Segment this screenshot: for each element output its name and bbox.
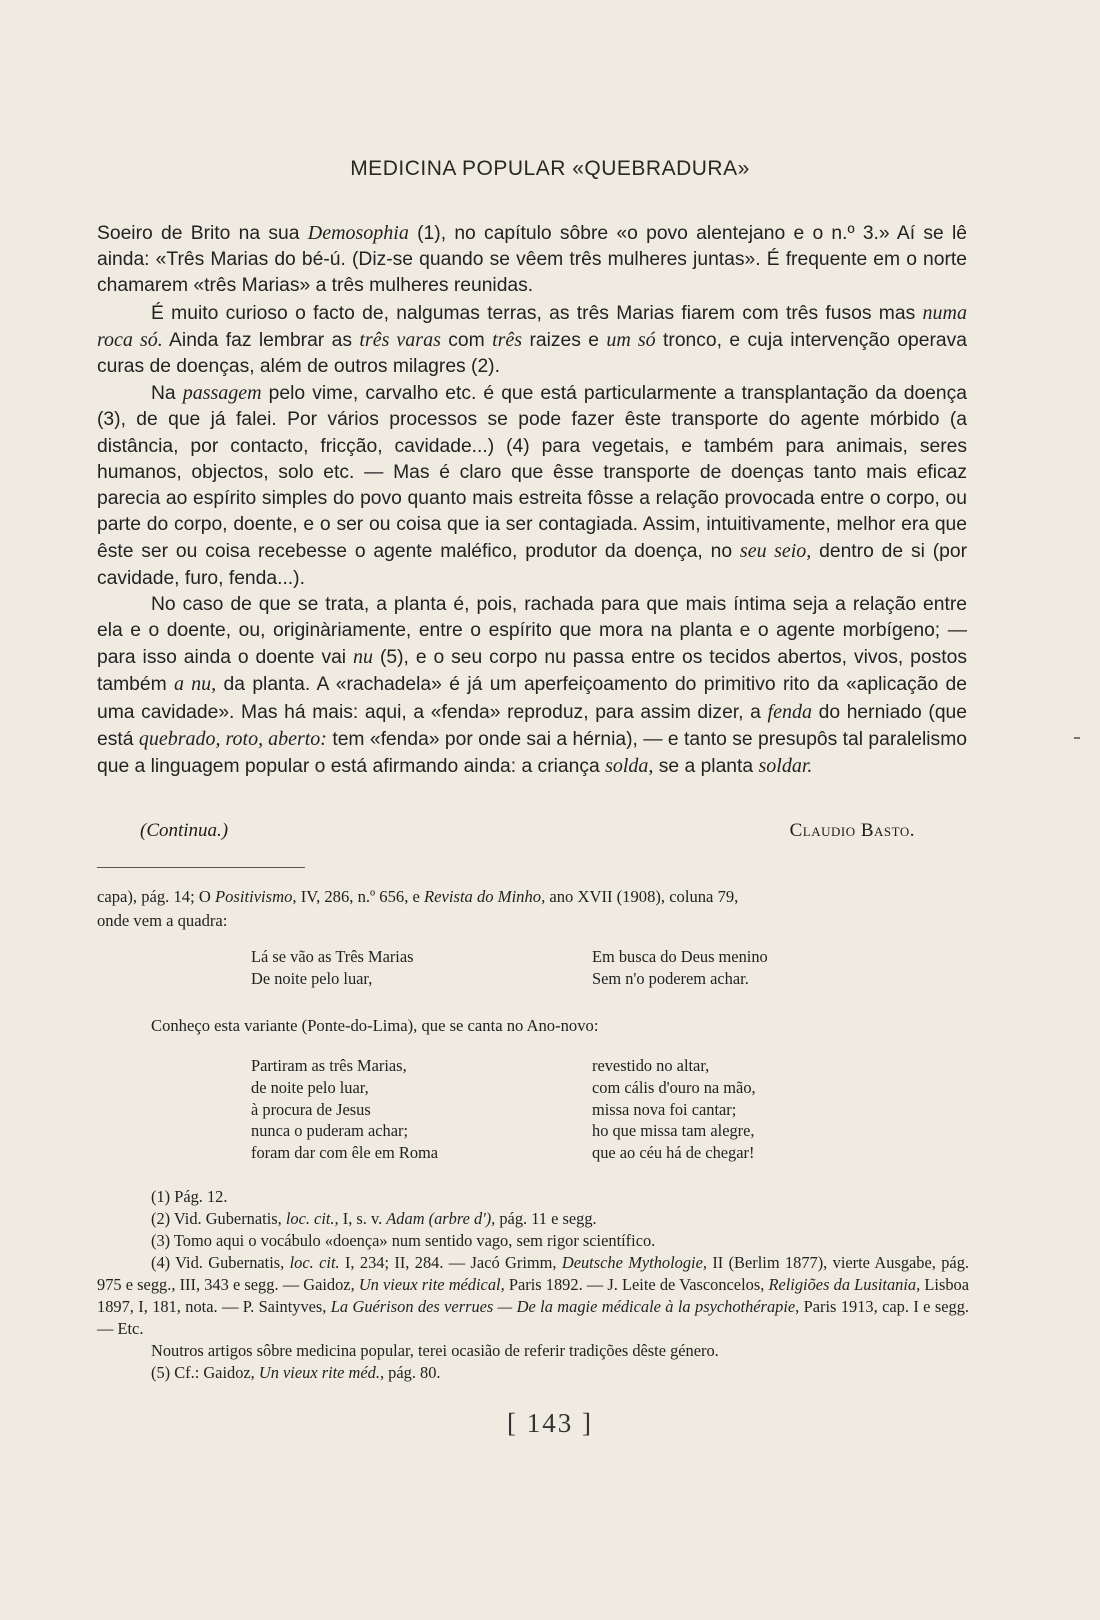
paragraph-2 (97, 300, 967, 381)
text-run: tem «fenda» por onde sai a hérnia), — e tanto se presupôs tal paralelismo que a linguagem popular o está afirmando ainda: a criança (97, 728, 967, 778)
text-run: Na (151, 383, 183, 405)
text-run: É muito curioso o facto de, nalgumas terras, as três Marias fiarem com três fusos mas (151, 302, 923, 324)
paragraph-1 (97, 220, 967, 300)
text-run: (1), no capítulo sôbre «o povo alentejano e o n.º 3.» Aí se lê ainda: «Três Marias do bé-ú. (Diz-se quando se vêem três mulheres juntas». É frequente em o norte chamarem «três Marias» a três mulheres reunidas. (97, 223, 967, 297)
italic-run: passagem (182, 382, 262, 405)
author-name: Claudio Basto. (789, 820, 915, 841)
text-run: se a planta (653, 756, 759, 778)
text-run: Lisboa 1897, I, 181, nota. — P. Saintyves, (97, 1275, 969, 1316)
text-run: pág. 11 e segg. (495, 1209, 597, 1228)
verse-line: ho que missa tam alegre, (592, 1121, 755, 1141)
footnote-4 (97, 1252, 969, 1340)
continued-line-1 (97, 886, 969, 908)
text-run: Soeiro de Brito na sua (97, 223, 308, 244)
text-run: (4) Vid. Gubernatis, (151, 1253, 290, 1272)
italic-run: três (492, 328, 523, 351)
italic-run: quebrado, roto, aberto: (138, 727, 327, 750)
text-run: ano XVII (1908), coluna 79, (545, 887, 739, 906)
verse-line: Lá se vão as Três Marias (251, 947, 414, 966)
verse-line: que ao céu há de chegar! (592, 1143, 755, 1163)
text-run: IV, 286, n.º 656, e (296, 887, 425, 906)
italic-run: numa roca só. (97, 301, 967, 351)
italic-run: Deutsche Mythologie, (561, 1253, 707, 1272)
footnote-rule (97, 867, 305, 868)
verse-line: à procura de Jesus (251, 1099, 371, 1119)
italic-run: Un vieux rite médical, (358, 1275, 505, 1294)
verse-line: Partiram as três Marias, (251, 1056, 407, 1075)
footnote-2 (97, 1208, 969, 1230)
text-run: dentro de si (por cavidade, furo, fenda...). (97, 541, 967, 589)
italic-run: Religiões da Lusitania, (768, 1275, 921, 1294)
italic-run: Demosophia (307, 222, 409, 244)
italic-run: Adam (arbre d'), (386, 1209, 496, 1228)
italic-run: a nu, (174, 673, 217, 696)
text-run: tronco, e cuja intervenção operava curas de doenças, além de outros milagres (2). (97, 329, 967, 378)
page-number: [ 143 ] (507, 1408, 593, 1438)
text-run: pág. 80. (384, 1363, 441, 1382)
italic-run: Positivismo, (214, 887, 297, 906)
verse-line: missa nova foi cantar; (592, 1099, 737, 1119)
quadra-right-column (592, 946, 768, 990)
text-run: raizes e (522, 329, 607, 351)
italic-run: fenda (767, 700, 812, 723)
variant-left-column (251, 1055, 438, 1164)
text-run: I, s. v. (338, 1209, 387, 1228)
footnote-3: (3) Tomo aqui o vocábulo «doença» num sentido vago, sem rigor scientífico. (151, 1231, 656, 1250)
verse-line: revestido no altar, (592, 1056, 710, 1075)
verse-line: Em busca do Deus menino (592, 947, 768, 966)
italic-run: seu seio, (739, 540, 812, 563)
paragraph-4 (97, 592, 967, 780)
text-run: No caso de que se trata, a planta é, pois, rachada para que mais íntima seja a relação entre ela e o doente, ou, originàriamente, entre o espírito que mora na planta e o agente morbígeno; — para isso ainda o doente vai (97, 593, 967, 669)
footnote-4-continued: Noutros artigos sôbre medicina popular, terei ocasião de referir tradições dêste género. (151, 1341, 719, 1360)
footnote-5 (97, 1362, 969, 1384)
text-run: I, 234; II, 284. — Jacó Grimm, (339, 1253, 562, 1272)
article-body (97, 220, 967, 780)
text-run: II (Berlim 1877), vierte Ausgabe, pág. 975 e segg., III, 343 e segg. — Gaidoz, (97, 1253, 969, 1294)
continued-line-2: onde vem a quadra: (97, 911, 228, 930)
italic-run: La Guérison des verrues — De la magie médicale à la psychothérapie, (330, 1297, 800, 1316)
variant-right-column (592, 1055, 756, 1164)
continued-note: (Continua.) (140, 820, 229, 841)
text-run: (5), e o seu corpo nu passa entre os tecidos abertos, vivos, postos também (97, 647, 967, 696)
text-run: com (440, 329, 493, 351)
text-run: (2) Vid. Gubernatis, (151, 1209, 286, 1228)
variant-intro: Conheço esta variante (Ponte-do-Lima), que se canta no Ano-novo: (151, 1016, 599, 1035)
quadra-left-column (251, 946, 414, 990)
verse-line: Sem n'o poderem achar. (592, 968, 749, 988)
text-run: Paris 1892. — J. Leite de Vasconcelos, (504, 1275, 769, 1294)
text-run: pelo vime, carvalho etc. é que está particularmente a transplantação da doença (3), de que já falei. Por vários processos se pode fazer êste transporte do agente mórbido (a distância, por contacto, fricção, cavidade...) (4) para vegetais, e também para animais, seres humanos, objectos, solo etc. — Mas é claro que êsse transporte de doenças tanto mais eficaz parecia ao espírito simples do povo quanto mais estreita fôsse a relação provocada entre o corpo, ou parte do corpo, doente, e o ser ou coisa que ia ser contagiada. Assim, intuitivamente, melhor era que êste ser ou coisa recebesse o agente maléfico, produtor da doença, no (97, 383, 967, 563)
italic-run: Un vieux rite méd., (258, 1363, 385, 1382)
text-run: Paris 1913, cap. I e segg. — Etc. (97, 1297, 969, 1338)
text-run: capa), pág. 14; O (97, 887, 215, 906)
italic-run: Revista do Minho, (424, 887, 546, 906)
text-run: da planta. A «rachadela» é já um aperfeiçoamento do primitivo rito da «aplicação de uma cavidade». Mas há mais: aqui, a «fenda» reproduz, para assim dizer, a (97, 674, 968, 723)
text-run: Ainda faz lembrar as (162, 329, 360, 351)
verse-line: foram dar com êle em Roma (251, 1143, 439, 1163)
signature-row (140, 820, 915, 848)
text-run: do herniado (que está (97, 701, 967, 750)
italic-run: três varas (359, 328, 441, 351)
verse-line: nunca o puderam achar; (251, 1121, 408, 1141)
margin-mark (1074, 737, 1080, 739)
footnote-1: (1) Pág. 12. (151, 1187, 228, 1206)
running-head: MEDICINA POPULAR «QUEBRADURA» (350, 157, 750, 180)
italic-run: um só (606, 328, 656, 351)
italic-run: loc. cit. (289, 1253, 340, 1272)
verse-line: com cális d'ouro na mão, (592, 1077, 756, 1097)
footnotes (97, 1186, 969, 1384)
italic-run: nu (353, 646, 374, 669)
verse-line: De noite pelo luar, (251, 968, 373, 988)
paragraph-3 (97, 380, 967, 592)
verse-line: de noite pelo luar, (251, 1077, 369, 1097)
text-run: (5) Cf.: Gaidoz, (151, 1363, 259, 1382)
italic-run: loc. cit., (285, 1209, 339, 1228)
italic-run: soldar. (758, 755, 813, 778)
italic-run: solda, (605, 755, 654, 778)
